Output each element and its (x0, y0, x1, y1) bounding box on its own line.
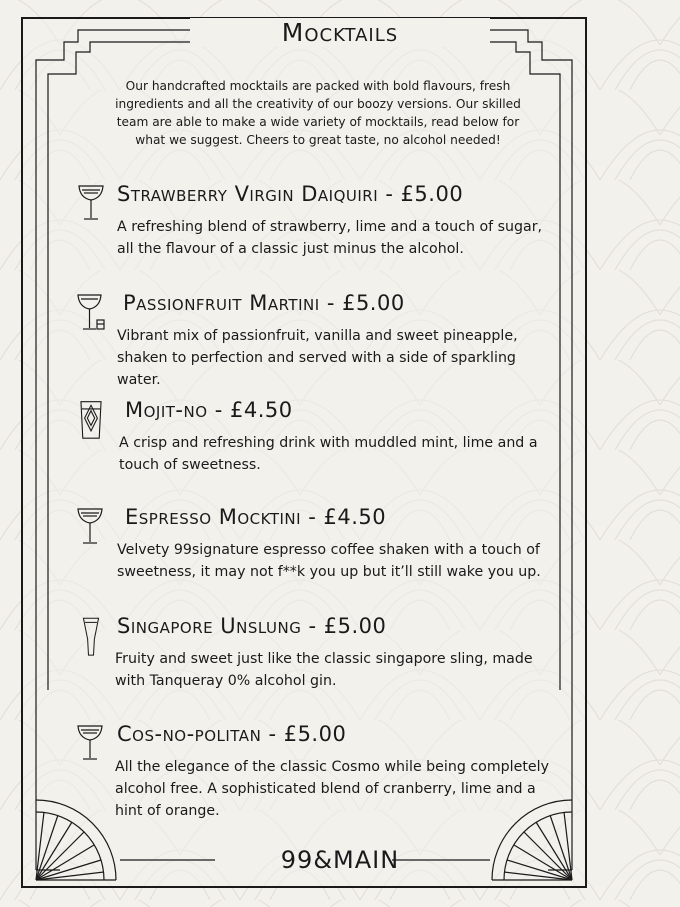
item-description: Velvety 99signature espresso coffee shaken with a touch of sweetness, it may not f**k you up but it’ll still wake you up. (117, 542, 541, 580)
item-description: Vibrant mix of passionfruit, vanilla and sweet pineapple, shaken to perfection and served with a side of sparkling water. (117, 328, 518, 388)
item-description: All the elegance of the classic Cosmo while being completely alcohol free. A sophisticated blend of cranberry, lime and a hint of orange. (115, 759, 549, 819)
coupe-glass-icon (75, 722, 107, 764)
item-name: Strawberry Virgin Daiquiri - £5.00 (117, 182, 464, 206)
sling-glass-icon (75, 614, 107, 656)
coupe-glass-icon (75, 182, 107, 224)
item-name: Passionfruit Martini - £5.00 (123, 291, 405, 315)
coupe-glass-icon (75, 505, 107, 547)
item-name: Cos-no-politan - £5.00 (117, 722, 347, 746)
brand-logo-text: 99&MAIN (280, 846, 400, 874)
item-description: A crisp and refreshing drink with muddled mint, lime and a touch of sweetness. (119, 435, 538, 473)
menu-title: Mocktails (190, 18, 490, 47)
item-description: A refreshing blend of strawberry, lime and a touch of sugar, all the flavour of a classic just minus the alcohol. (117, 219, 543, 257)
item-name: Singapore Unslung - £5.00 (117, 614, 387, 638)
item-name: Mojit-no - £4.50 (125, 398, 293, 422)
coupe-glass-with-shot-icon (75, 291, 107, 333)
item-description: Fruity and sweet just like the classic singapore sling, made with Tanqueray 0% alcohol gin. (115, 651, 533, 689)
menu-intro: Our handcrafted mocktails are packed with bold flavours, fresh ingredients and all the creativity of our boozy versions. Our skilled team are able to make a wide variety of mocktails, read below for what we suggest. Cheers to great taste, no alcohol needed! (115, 79, 521, 147)
highball-glass-icon (75, 398, 107, 440)
item-name: Espresso Mocktini - £4.50 (125, 505, 387, 529)
